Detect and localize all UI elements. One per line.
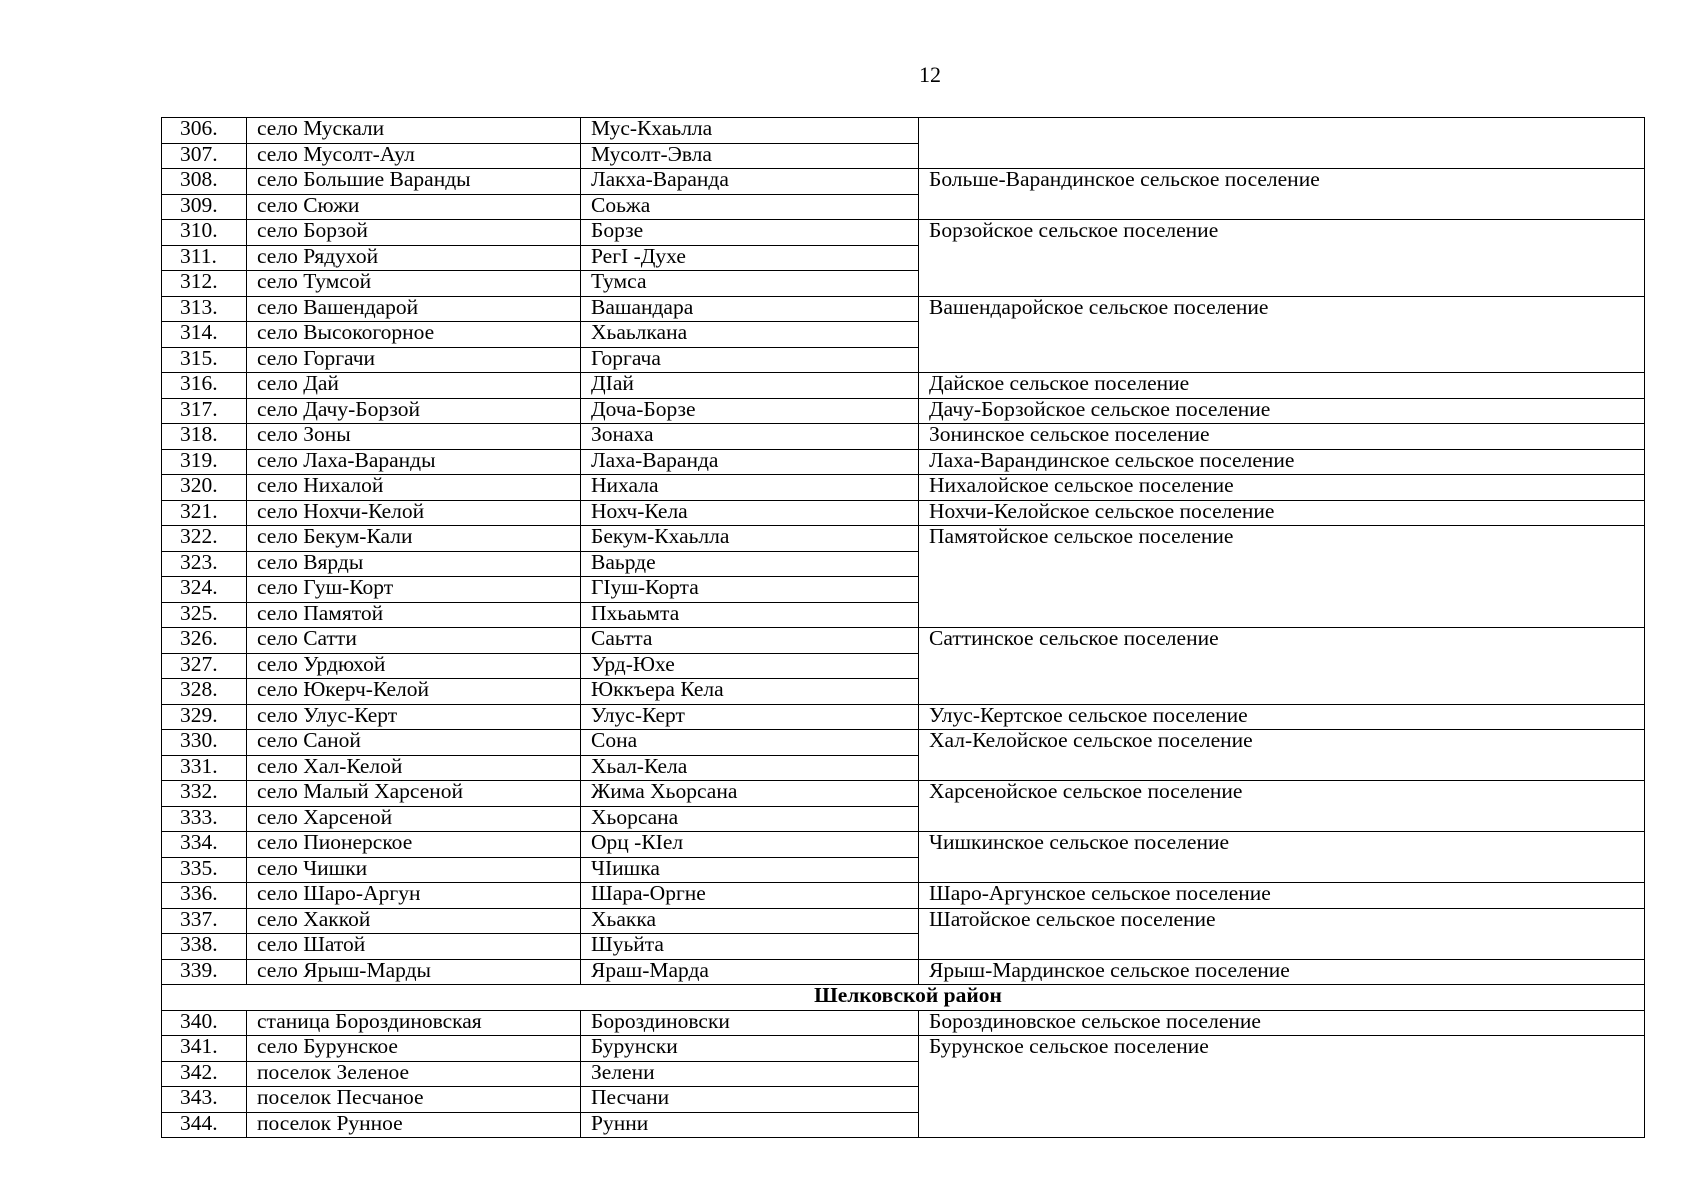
municipality-name: Бурунское сельское поселение	[919, 1036, 1645, 1138]
settlement-name: поселок Рунное	[247, 1112, 581, 1138]
municipality-name: Чишкинское сельское поселение	[919, 832, 1645, 883]
chechen-name: Яраш-Марда	[581, 959, 919, 985]
row-number: 326.	[162, 628, 247, 654]
row-number: 339.	[162, 959, 247, 985]
table-row	[162, 424, 1645, 450]
municipality-name	[919, 118, 1645, 169]
chechen-name: Лаха-Варанда	[581, 449, 919, 475]
chechen-name: РегI -Духе	[581, 245, 919, 271]
chechen-name: Песчани	[581, 1087, 919, 1113]
settlement-name: село Дачу-Борзой	[247, 398, 581, 424]
chechen-name: Мус-Кхаьлла	[581, 118, 919, 144]
chechen-name: Мусолт-Эвла	[581, 143, 919, 169]
settlement-name: село Сатти	[247, 628, 581, 654]
settlements-table	[161, 117, 1645, 1138]
row-number: 315.	[162, 347, 247, 373]
municipality-name: Борзойское сельское поселение	[919, 220, 1645, 297]
table-row	[162, 908, 1645, 934]
row-number: 314.	[162, 322, 247, 348]
municipality-name: Лаха-Варандинское сельское поселение	[919, 449, 1645, 475]
municipality-name: Зонинское сельское поселение	[919, 424, 1645, 450]
section-row	[162, 985, 1645, 1011]
municipality-name: Саттинское сельское поселение	[919, 628, 1645, 705]
chechen-name: Жима Хьорсана	[581, 781, 919, 807]
municipality-name: Шаро-Аргунское сельское поселение	[919, 883, 1645, 909]
chechen-name: Тумса	[581, 271, 919, 297]
settlement-name: село Памятой	[247, 602, 581, 628]
settlement-name: село Дай	[247, 373, 581, 399]
table-row	[162, 118, 1645, 144]
row-number: 318.	[162, 424, 247, 450]
settlement-name: село Рядухой	[247, 245, 581, 271]
table-row	[162, 220, 1645, 246]
settlement-name: село Шаро-Аргун	[247, 883, 581, 909]
settlement-name: село Урдюхой	[247, 653, 581, 679]
row-number: 337.	[162, 908, 247, 934]
row-number: 319.	[162, 449, 247, 475]
row-number: 311.	[162, 245, 247, 271]
row-number: 331.	[162, 755, 247, 781]
table-row	[162, 781, 1645, 807]
settlement-name: село Высокогорное	[247, 322, 581, 348]
municipality-name: Улус-Кертское сельское поселение	[919, 704, 1645, 730]
section-title: Шелковской район	[162, 985, 1645, 1011]
settlement-name: станица Бороздиновская	[247, 1010, 581, 1036]
row-number: 336.	[162, 883, 247, 909]
municipality-name: Бороздиновское сельское поселение	[919, 1010, 1645, 1036]
row-number: 324.	[162, 577, 247, 603]
table-row	[162, 883, 1645, 909]
settlement-name: село Шатой	[247, 934, 581, 960]
row-number: 312.	[162, 271, 247, 297]
municipality-name: Харсенойское сельское поселение	[919, 781, 1645, 832]
chechen-name: Хьал-Кела	[581, 755, 919, 781]
settlement-name: село Большие Варанды	[247, 169, 581, 195]
row-number: 323.	[162, 551, 247, 577]
chechen-name: Улус-Керт	[581, 704, 919, 730]
settlement-name: село Мускали	[247, 118, 581, 144]
row-number: 313.	[162, 296, 247, 322]
chechen-name: Шара-Оргне	[581, 883, 919, 909]
chechen-name: Бекум-Кхаьлла	[581, 526, 919, 552]
municipality-name: Больше-Варандинское сельское поселение	[919, 169, 1645, 220]
settlement-name: село Горгачи	[247, 347, 581, 373]
row-number: 343.	[162, 1087, 247, 1113]
settlement-name: село Хаккой	[247, 908, 581, 934]
row-number: 309.	[162, 194, 247, 220]
settlement-name: село Сюжи	[247, 194, 581, 220]
chechen-name: Орц -КIел	[581, 832, 919, 858]
municipality-name: Шатойское сельское поселение	[919, 908, 1645, 959]
chechen-name: Горгача	[581, 347, 919, 373]
municipality-name: Дачу-Борзойское сельское поселение	[919, 398, 1645, 424]
row-number: 317.	[162, 398, 247, 424]
chechen-name: ДIай	[581, 373, 919, 399]
municipality-name: Памятойское сельское поселение	[919, 526, 1645, 628]
table-row	[162, 1010, 1645, 1036]
chechen-name: Хьорсана	[581, 806, 919, 832]
settlement-name: село Вярды	[247, 551, 581, 577]
row-number: 334.	[162, 832, 247, 858]
chechen-name: Урд-Юхе	[581, 653, 919, 679]
chechen-name: Рунни	[581, 1112, 919, 1138]
settlement-name: поселок Зеленое	[247, 1061, 581, 1087]
row-number: 322.	[162, 526, 247, 552]
settlement-name: село Хал-Келой	[247, 755, 581, 781]
row-number: 344.	[162, 1112, 247, 1138]
chechen-name: Шуьйта	[581, 934, 919, 960]
row-number: 320.	[162, 475, 247, 501]
settlement-name: село Вашендарой	[247, 296, 581, 322]
row-number: 340.	[162, 1010, 247, 1036]
row-number: 307.	[162, 143, 247, 169]
table-row	[162, 628, 1645, 654]
chechen-name: Нихала	[581, 475, 919, 501]
table-row	[162, 475, 1645, 501]
municipality-name: Дайское сельское поселение	[919, 373, 1645, 399]
row-number: 341.	[162, 1036, 247, 1062]
table-row	[162, 449, 1645, 475]
municipality-name: Ярыш-Мардинское сельское поселение	[919, 959, 1645, 985]
row-number: 328.	[162, 679, 247, 705]
chechen-name: Ваьрде	[581, 551, 919, 577]
chechen-name: Юккъера Кела	[581, 679, 919, 705]
settlement-name: село Нихалой	[247, 475, 581, 501]
table-row	[162, 296, 1645, 322]
chechen-name: Сона	[581, 730, 919, 756]
table-row	[162, 500, 1645, 526]
row-number: 333.	[162, 806, 247, 832]
chechen-name: Пхьаьмта	[581, 602, 919, 628]
chechen-name: Борзе	[581, 220, 919, 246]
settlement-name: село Лаха-Варанды	[247, 449, 581, 475]
row-number: 310.	[162, 220, 247, 246]
table-row	[162, 373, 1645, 399]
row-number: 325.	[162, 602, 247, 628]
settlement-name: село Ярыш-Марды	[247, 959, 581, 985]
table-row	[162, 730, 1645, 756]
municipality-name: Нохчи-Келойское сельское поселение	[919, 500, 1645, 526]
row-number: 335.	[162, 857, 247, 883]
settlement-name: село Юкерч-Келой	[247, 679, 581, 705]
settlement-name: поселок Песчаное	[247, 1087, 581, 1113]
chechen-name: Саьтта	[581, 628, 919, 654]
chechen-name: Бороздиновски	[581, 1010, 919, 1036]
row-number: 330.	[162, 730, 247, 756]
municipality-name: Нихалойское сельское поселение	[919, 475, 1645, 501]
chechen-name: Нохч-Кела	[581, 500, 919, 526]
row-number: 308.	[162, 169, 247, 195]
chechen-name: Зелени	[581, 1061, 919, 1087]
table-row	[162, 169, 1645, 195]
settlement-name: село Тумсой	[247, 271, 581, 297]
chechen-name: Хьаьлкана	[581, 322, 919, 348]
settlement-name: село Малый Харсеной	[247, 781, 581, 807]
table-row	[162, 1036, 1645, 1062]
settlement-name: село Бекум-Кали	[247, 526, 581, 552]
row-number: 327.	[162, 653, 247, 679]
chechen-name: Вашандара	[581, 296, 919, 322]
row-number: 321.	[162, 500, 247, 526]
row-number: 332.	[162, 781, 247, 807]
table-row	[162, 832, 1645, 858]
chechen-name: Соьжа	[581, 194, 919, 220]
table-row	[162, 704, 1645, 730]
settlement-name: село Нохчи-Келой	[247, 500, 581, 526]
settlement-name: село Пионерское	[247, 832, 581, 858]
settlement-name: село Мусолт-Аул	[247, 143, 581, 169]
settlement-name: село Саной	[247, 730, 581, 756]
settlement-name: село Чишки	[247, 857, 581, 883]
settlement-name: село Бурунское	[247, 1036, 581, 1062]
row-number: 316.	[162, 373, 247, 399]
table-row	[162, 526, 1645, 552]
settlement-name: село Гуш-Корт	[247, 577, 581, 603]
chechen-name: Хьакка	[581, 908, 919, 934]
row-number: 338.	[162, 934, 247, 960]
chechen-name: Лакха-Варанда	[581, 169, 919, 195]
chechen-name: Доча-Борзе	[581, 398, 919, 424]
municipality-name: Хал-Келойское сельское поселение	[919, 730, 1645, 781]
table-row	[162, 959, 1645, 985]
settlement-name: село Зоны	[247, 424, 581, 450]
settlement-name: село Улус-Керт	[247, 704, 581, 730]
chechen-name: ГIуш-Корта	[581, 577, 919, 603]
settlement-name: село Борзой	[247, 220, 581, 246]
chechen-name: Зонаха	[581, 424, 919, 450]
municipality-name: Вашендаройское сельское поселение	[919, 296, 1645, 373]
row-number: 329.	[162, 704, 247, 730]
chechen-name: ЧIишка	[581, 857, 919, 883]
settlement-name: село Харсеной	[247, 806, 581, 832]
page-number: 12	[919, 62, 941, 87]
table-row	[162, 398, 1645, 424]
row-number: 342.	[162, 1061, 247, 1087]
row-number: 306.	[162, 118, 247, 144]
chechen-name: Бурунски	[581, 1036, 919, 1062]
